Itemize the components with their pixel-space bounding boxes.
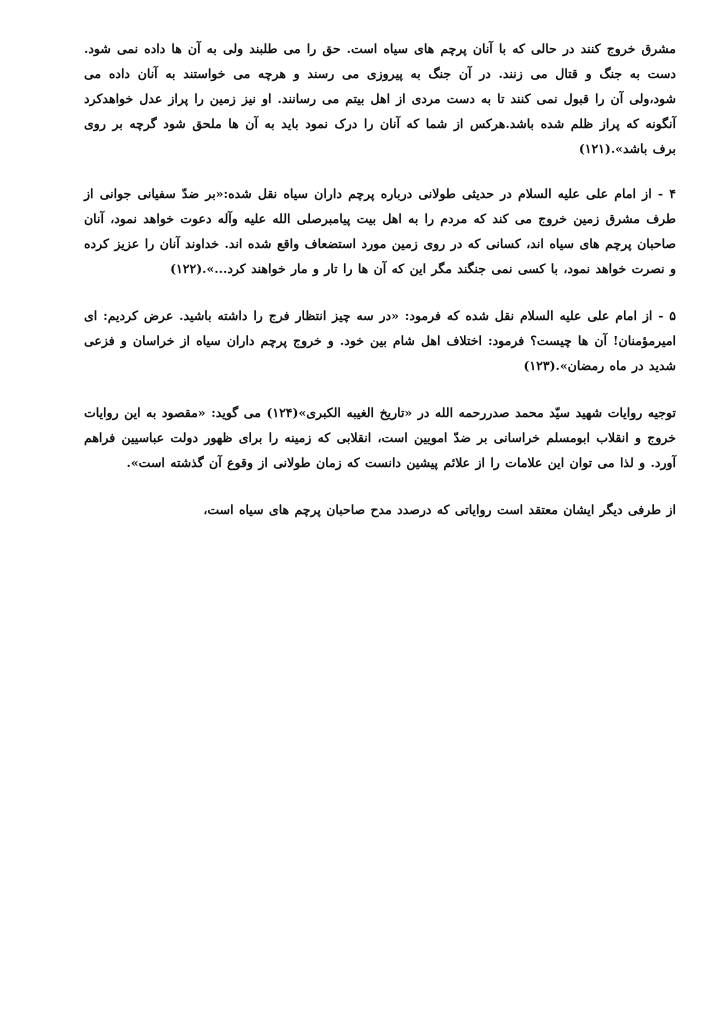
paragraph-3: ۵ - از امام علی علیه السلام نقل شده که فرمود: «در سه چیز انتظار فرج را داشته باشید. عرض کردیم: ای امیرمؤمنان! آن ها چیست؟ فرمود: اختلاف اهل شام بین خود. و خروج پرچم داران سیاه از خراسان و فزعی شدید در ماه رمضان».(۱۲۳) [84, 308, 676, 373]
document-body [84, 36, 676, 544]
paragraph-2: ۴ - از امام علی علیه السلام در حدیثی طولانی درباره پرچم داران سیاه نقل شده:«بر ضدّ سفیانی جوانی از طرف مشرق زمین خروج می کند که مردم را به اهل بیت پیامبرصلی الله علیه وآله دعوت خواهد نمود، آنان صاحبان پرچم های سیاه اند، کسانی که در روی زمین مورد استضعاف واقع شده اند. خداوند آنان را عزیز کرده و نصرت خواهد نمود، با کسی نمی جنگند مگر این که آن ها را تار و مار خواهند کرد...».(۱۲۲) [84, 186, 676, 276]
paragraph-4: توجیه روایات شهید سیّد محمد صدررحمه الله در «تاریخ الغیبه الکبری»(۱۲۴) می گوید: «مقصود به این روایات خروج و انقلاب ابومسلم خراسانی بر ضدّ امویین است، انقلابی که زمینه را برای ظهور دولت عباسیین فراهم آورد. و لذا می توان این علامات را از علائم پیشین دانست که زمان طولانی از وقوع آن گذشته است». [84, 405, 676, 470]
paragraph-1: مشرق خروج کنند در حالی که با آنان پرچم های سیاه است. حق را می طلبند ولی به آن ها داده نمی شود. دست به جنگ و قتال می زنند. در آن جنگ به پیروزی می رسند و هرچه می خواستند به آنان داده می شود،ولی آن را قبول نمی کنند تا به دست مردی از اهل بیتم می رسانند. او نیز زمین را پراز عدل خواهدکرد آنگونه که پراز ظلم شده باشد.هرکس از شما که آنان را درک نمود باید به آن ها ملحق شود گرچه بر روی برف باشد».(۱۲۱) [84, 41, 676, 156]
paragraph-5: از طرفی دیگر ایشان معتقد است روایاتی که درصدد مدح صاحبان پرچم های سیاه است، [203, 502, 676, 517]
